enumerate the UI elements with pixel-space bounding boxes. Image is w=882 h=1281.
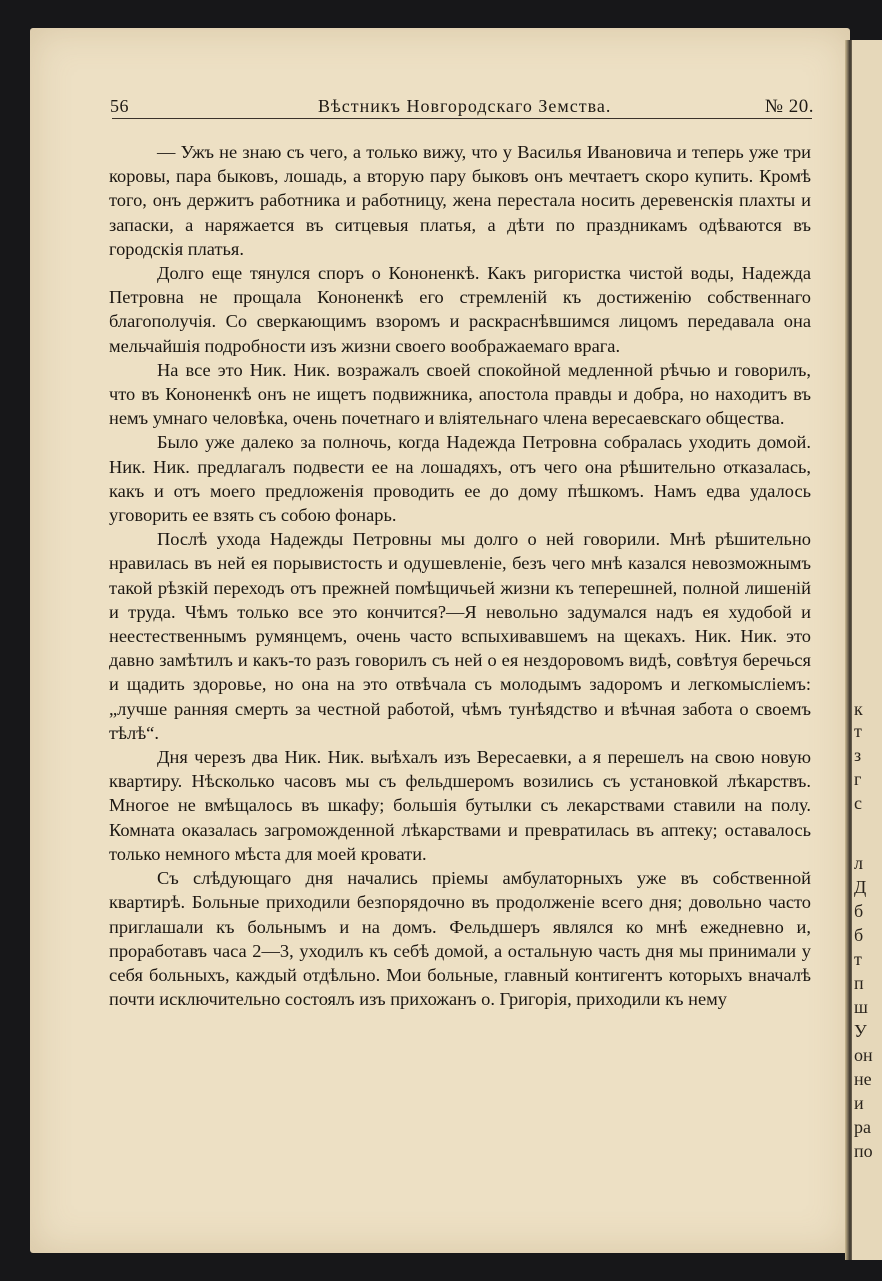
adjacent-fragment: п	[854, 973, 864, 993]
adjacent-fragment: к	[854, 699, 863, 719]
adjacent-fragment: б	[854, 925, 864, 945]
journal-title: Вѣстникъ Новгородскаго Земства.	[318, 96, 612, 116]
adjacent-fragment: т	[854, 721, 862, 741]
adjacent-fragment: ра	[854, 1117, 871, 1137]
adjacent-fragment: л	[854, 853, 863, 873]
running-header	[80, 94, 816, 120]
paragraph: — Ужъ не знаю съ чего, а только вижу, что у Василья Ивановича и теперь уже три коровы, пара быковъ, лошадь, а вторую пару быковъ онъ мечтаетъ скоро купить. Кромѣ того, онъ держитъ работника и работницу, жена перестала носить деревенскія плахты и запаски, а наряжается въ ситцевыя платья, а дѣти по праздникамъ одѣваются въ городскія платья.	[109, 142, 811, 259]
header-rule	[112, 118, 812, 119]
adjacent-fragment: ш	[854, 997, 868, 1017]
adjacent-fragment: по	[854, 1141, 873, 1161]
paragraph: Дня черезъ два Ник. Ник. выѣхалъ изъ Вересаевки, а я перешелъ на свою новую квартиру. Нѣсколько часовъ мы съ фельдшеромъ возились съ установкой лѣкарствъ. Многое не вмѣщалось въ шкафу; большія бутылки съ лекарствами ставили на полу. Комната оказалась загроможденной лѣкарствами и превратилась въ аптеку; оставалось только немного мѣста для моей кровати.	[109, 747, 811, 864]
adjacent-fragment: он	[854, 1045, 873, 1065]
page-number: 56	[110, 96, 129, 116]
adjacent-fragment: б	[854, 901, 864, 921]
body-text	[109, 140, 811, 1011]
paragraph: Послѣ ухода Надежды Петровны мы долго о ней говорили. Мнѣ рѣшительно нравилась въ ней ея порывистость и одушевленіе, безъ чего мнѣ казался невозможнымъ такой рѣзкій переходъ отъ прежней помѣщичьей жизни къ теперешней, полной лишеній и труда. Чѣмъ только все это кончится?—Я невольно задумался надъ ея худобой и неестественнымъ румянцемъ, очень часто вспыхивавшемъ на щекахъ. Ник. Ник. это давно замѣтилъ и какъ-то разъ говорилъ съ ней о ея нездоровомъ видѣ, совѣтуя беречься и щадить здоровье, но она на это отвѣчала съ молодымъ задоромъ и легкомысліемъ: „лучше ранняя смерть за честной работой, чѣмъ тунѣядство и вѣчная забота о своемъ тѣлѣ“.	[109, 529, 811, 743]
adjacent-fragment: с	[854, 793, 862, 813]
paragraph: Съ слѣдующаго дня начались пріемы амбулаторныхъ уже въ собственной квартирѣ. Больные приходили безпорядочно въ продолженіе всего дня; довольно часто приглашали къ больнымъ и на домъ. Фельдшеръ являлся ко мнѣ ежедневно и, проработавъ часа 2—3, уходилъ къ себѣ домой, а остальную часть дня мы принимали у себя больныхъ, каждый отдѣльно. Мои больные, главный контигентъ которыхъ вначалѣ почти исключительно состоялъ изъ прихожанъ о. Григорія, приходили къ нему	[109, 868, 811, 1010]
paragraph: Было уже далеко за полночь, когда Надежда Петровна собралась уходить домой. Ник. Ник. предлагалъ подвести ее на лошадяхъ, отъ чего она рѣшительно отказалась, какъ и отъ моего предложенія проводить ее до дому пѣшкомъ. Намъ едва удалось уговорить ее взять съ собою фонарь.	[109, 432, 811, 526]
adjacent-page-edge	[852, 40, 882, 1260]
adjacent-fragment: У	[854, 1021, 867, 1041]
adjacent-fragment: не	[854, 1069, 872, 1089]
adjacent-fragment: и	[854, 1093, 864, 1113]
paragraph: На все это Ник. Ник. возражалъ своей спокойной медленной рѣчью и говорилъ, что въ Кононенкѣ онъ не ищетъ подвижника, апостола правды и добра, но находитъ въ немъ умнаго человѣка, очень почетнаго и вліятельнаго члена вересаевскаго общества.	[109, 359, 811, 429]
paragraph: Долго еще тянулся споръ о Кононенкѣ. Какъ ригористка чистой воды, Надежда Петровна не прощала Кононенкѣ его стремленій къ достиженію собственнаго благополучія. Со сверкающимъ взоромъ и раскраснѣвшимся лицомъ передавала она мельчайшія подробности изъ жизни своего воображаемаго врага.	[109, 263, 811, 356]
adjacent-fragment: Д	[854, 877, 867, 897]
adjacent-fragment: г	[854, 769, 862, 789]
adjacent-fragment: т	[854, 949, 862, 969]
issue-number: № 20.	[764, 96, 814, 117]
adjacent-fragment: з	[854, 745, 862, 765]
